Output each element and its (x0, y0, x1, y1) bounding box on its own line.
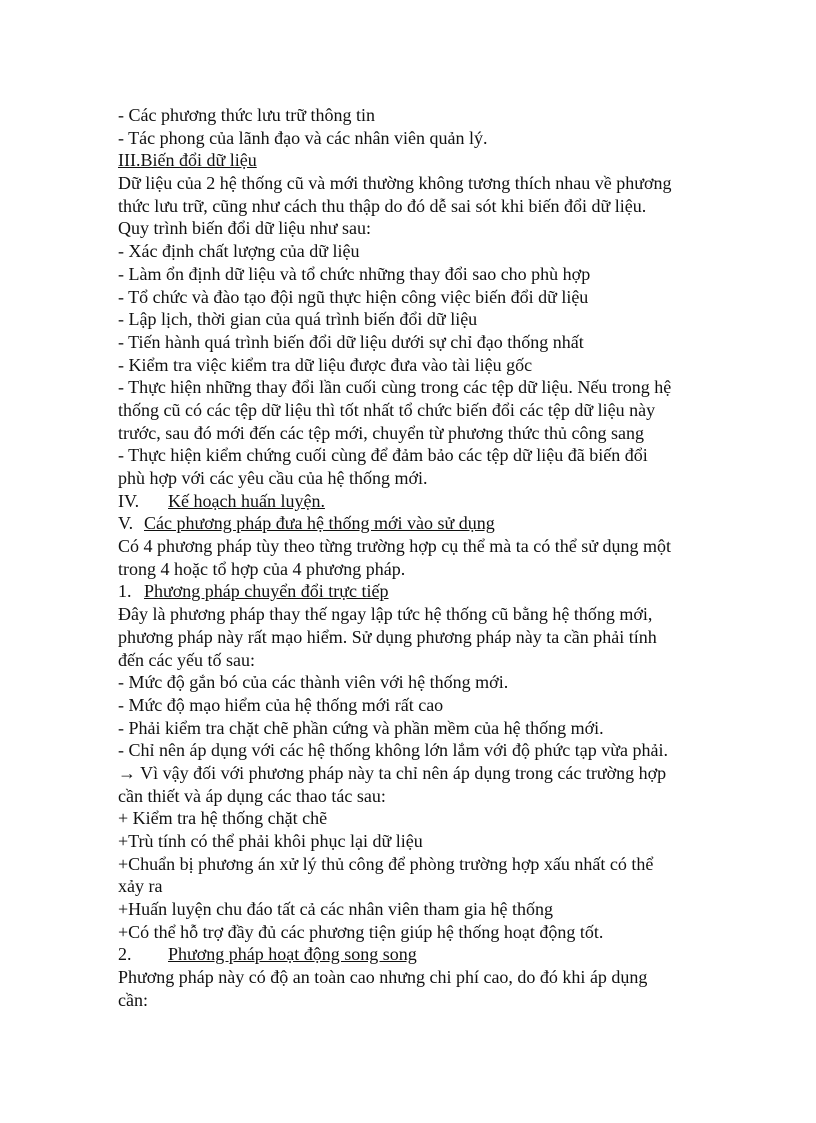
text-line: - Tác phong của lãnh đạo và các nhân viên quản lý. (118, 127, 488, 148)
text-line: - Xác định chất lượng của dữ liệu (118, 241, 360, 262)
text-line: Dữ liệu của 2 hệ thống cũ và mới thường không tương thích nhau về phương (118, 173, 672, 194)
text-line: Phương pháp này có độ an toàn cao nhưng chi phí cao, do đó khi áp dụng (118, 967, 648, 988)
text-line: thống cũ có các tệp dữ liệu thì tốt nhất tổ chức biến đổi các tệp dữ liệu này (118, 399, 656, 420)
text-line: +Có thể hỗ trợ đầy đủ các phương tiện giúp hệ thống hoạt động tốt. (118, 921, 604, 942)
text-line: cần: (118, 989, 148, 1010)
section-heading-iv (118, 490, 708, 513)
text-line: thức lưu trữ, cũng như cách thu thập do đó dễ sai sót khi biến đổi dữ liệu. (118, 195, 647, 216)
text-line: - Tổ chức và đào tạo đội ngũ thực hiện công việc biến đổi dữ liệu (118, 286, 589, 307)
subsection-title: Phương pháp chuyển đổi trực tiếp (144, 581, 389, 602)
section-number: IV. (118, 490, 140, 511)
text-line: - Tiến hành quá trình biến đổi dữ liệu dưới sự chỉ đạo thống nhất (118, 331, 584, 352)
subsection-heading-1 (118, 580, 708, 603)
text-line: phù hợp với các yêu cầu của hệ thống mới. (118, 468, 428, 488)
section-number: III. (118, 150, 141, 171)
text-line: - Thực hiện những thay đổi lần cuối cùng trong các tệp dữ liệu. Nếu trong hệ (118, 377, 672, 398)
text-line: - Chỉ nên áp dụng với các hệ thống không lớn lắm với độ phức tạp vừa phải. (118, 740, 668, 761)
text-line: - Phải kiểm tra chặt chẽ phần cứng và phần mềm của hệ thống mới. (118, 717, 604, 738)
text-line: đến các yếu tố sau: (118, 649, 255, 670)
text-line: Quy trình biến đổi dữ liệu như sau: (118, 218, 371, 239)
text-line: - Làm ổn định dữ liệu và tổ chức những thay đổi sao cho phù hợp (118, 263, 591, 284)
text-line: cần thiết và áp dụng các thao tác sau: (118, 785, 386, 806)
subsection-heading-2 (118, 943, 708, 966)
text-line: +Trù tính có thể phải khôi phục lại dữ liệu (118, 831, 423, 851)
subsection-number: 2. (118, 944, 132, 965)
text-line: - Thực hiện kiểm chứng cuối cùng để đảm bảo các tệp dữ liệu đã biến đổi (118, 445, 648, 466)
document-page (118, 104, 708, 1012)
text-line: trong 4 hoặc tổ hợp của 4 phương pháp. (118, 558, 406, 579)
section-title: Các phương pháp đưa hệ thống mới vào sử dụng (144, 513, 495, 534)
text-line: trước, sau đó mới đến các tệp mới, chuyển từ phương thức thủ công sang (118, 422, 644, 443)
arrow-icon: → (118, 762, 136, 783)
text-line: - Mức độ mạo hiểm của hệ thống mới rất cao (118, 694, 444, 715)
text-line: +Huấn luyện chu đáo tất cả các nhân viên tham gia hệ thống (118, 899, 553, 920)
text-line: Đây là phương pháp thay thế ngay lập tức hệ thống cũ bằng hệ thống mới, (118, 604, 653, 625)
subsection-title: Phương pháp hoạt động song song (168, 944, 417, 965)
text-line: - Lập lịch, thời gian của quá trình biến đổi dữ liệu (118, 309, 478, 330)
text-line: phương pháp này rất mạo hiểm. Sử dụng phương pháp này ta cần phải tính (118, 626, 657, 647)
section-title: Kế hoạch huấn luyện. (168, 490, 325, 511)
section-number: V. (118, 513, 134, 534)
subsection-number: 1. (118, 581, 132, 602)
text-line: +Chuẩn bị phương án xử lý thủ công để phòng trường hợp xấu nhất có thể (118, 853, 654, 874)
section-heading-v (118, 512, 708, 535)
section-heading-iii (118, 149, 708, 172)
text-line: - Kiểm tra việc kiểm tra dữ liệu được đưa vào tài liệu gốc (118, 354, 533, 375)
text-line: xảy ra (118, 876, 163, 897)
text-line: - Các phương thức lưu trữ thông tin (118, 105, 376, 125)
section-title: Biến đổi dữ liệu (140, 150, 257, 171)
text-line: Có 4 phương pháp tùy theo từng trường hợp cụ thể mà ta có thể sử dụng một (118, 536, 672, 557)
text-line: + Kiểm tra hệ thống chặt chẽ (118, 808, 328, 829)
text-line (118, 762, 708, 785)
text-line: - Mức độ gắn bó của các thành viên với hệ thống mới. (118, 672, 509, 693)
text-span: Vì vậy đối với phương pháp này ta chỉ nên áp dụng trong các trường hợp (136, 762, 667, 783)
